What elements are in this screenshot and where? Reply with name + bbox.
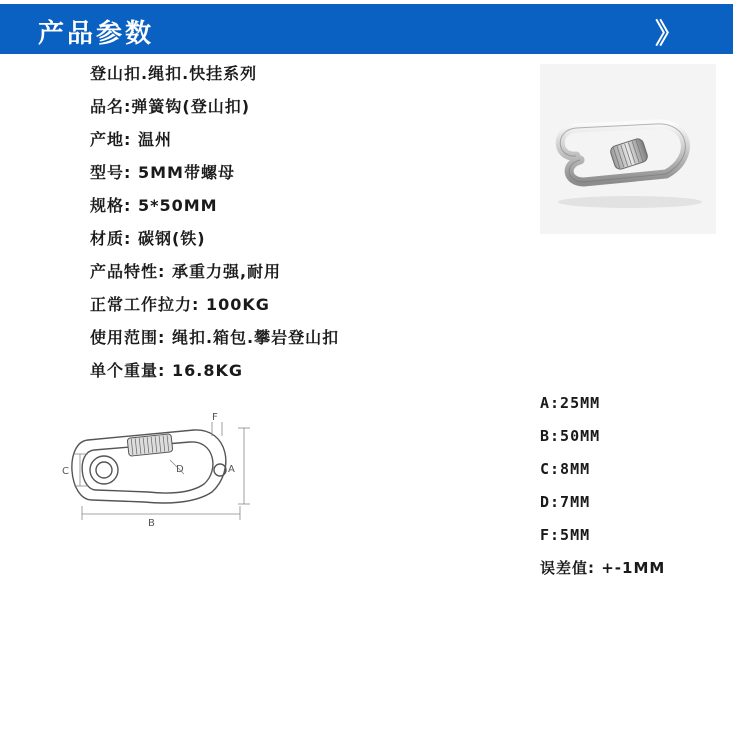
spec-origin: 产地: 温州 bbox=[90, 130, 172, 149]
spec-tension: 正常工作拉力: 100KG bbox=[90, 295, 270, 314]
dimension-d: D:7MM bbox=[540, 493, 591, 511]
spec-product-name: 品名:弹簧钩(登山扣) bbox=[90, 97, 251, 116]
dimension-drawing-icon bbox=[44, 408, 254, 530]
spec-material: 材质: 碳钢(铁) bbox=[90, 229, 206, 248]
section-header bbox=[0, 4, 733, 54]
dimension-c: C:8MM bbox=[540, 460, 591, 478]
label-a: A bbox=[228, 464, 235, 475]
dimension-a: A:25MM bbox=[540, 394, 601, 412]
dimension-b: B:50MM bbox=[540, 427, 601, 445]
carabiner-photo-icon bbox=[540, 64, 716, 234]
spec-size: 规格: 5*50MM bbox=[90, 196, 218, 215]
spec-feature: 产品特性: 承重力强,耐用 bbox=[90, 262, 282, 281]
spec-weight: 单个重量: 16.8KG bbox=[90, 361, 243, 380]
label-b: B bbox=[148, 518, 155, 529]
spec-model: 型号: 5MM带螺母 bbox=[90, 163, 235, 182]
tolerance: 误差值: +-1MM bbox=[540, 559, 666, 577]
label-c: C bbox=[62, 466, 69, 477]
carabiner-photo bbox=[540, 64, 716, 234]
chevron-right-icon[interactable]: 》 bbox=[655, 17, 684, 50]
spec-usage: 使用范围: 绳扣.箱包.攀岩登山扣 bbox=[90, 328, 340, 347]
spec-list bbox=[90, 62, 520, 392]
carabiner-dimension-drawing bbox=[44, 408, 254, 530]
spec-series: 登山扣.绳扣.快挂系列 bbox=[90, 64, 258, 83]
section-title: 产品参数 bbox=[38, 19, 155, 49]
label-f: F bbox=[212, 412, 218, 423]
dimension-f: F:5MM bbox=[540, 526, 591, 544]
dimension-list bbox=[540, 390, 740, 588]
label-d: D bbox=[176, 464, 184, 475]
